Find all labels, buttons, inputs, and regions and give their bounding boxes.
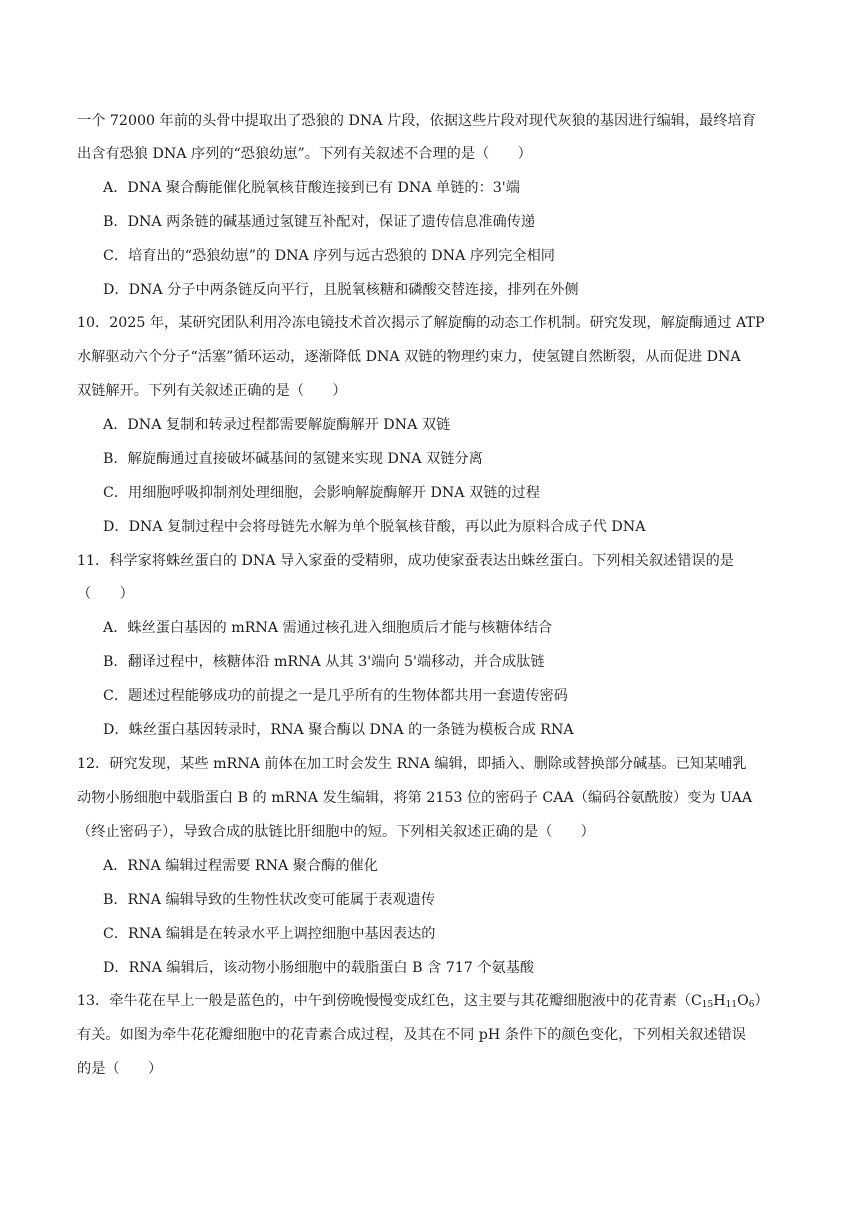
- q13-stem-close-paren: ）: [754, 993, 769, 1009]
- q10-option-a: A．DNA 复制和转录过程都需要解旋酶解开 DNA 双链: [103, 417, 451, 433]
- q13-stem-line-2: 有关。如图为牵牛花花瓣细胞中的花青素合成过程，及其在不同 pH 条件下的颜色变化，下列相关叙述错误: [77, 1027, 746, 1043]
- q13-stem-text: 13．牵牛花在早上一般是蓝色的，中午到傍晚慢慢变成红色，这主要与其花瓣细胞液中的花青素（: [77, 993, 691, 1009]
- formula-carbon-count: 15: [701, 1000, 714, 1010]
- q11-option-d: D．蛛丝蛋白基因转录时，RNA 聚合酶以 DNA 的一条链为模板合成 RNA: [103, 722, 574, 738]
- q9-stem-line-1: 一个 72000 年前的头骨中提取出了恐狼的 DNA 片段，依据这些片段对现代灰狼的基因进行编辑，最终培育: [77, 113, 756, 129]
- anthocyanin-formula: [691, 993, 755, 1009]
- q11-stem-line-2: （ ）: [77, 586, 134, 602]
- formula-carbon: C: [690, 993, 702, 1009]
- formula-hydrogen-count: 11: [725, 1000, 738, 1010]
- q9-option-c: C．培育出的“恐狼幼崽”的 DNA 序列与远古恐狼的 DNA 序列完全相同: [103, 248, 555, 264]
- q11-option-a: A．蛛丝蛋白基因的 mRNA 需通过核孔进入细胞质后才能与核糖体结合: [103, 620, 553, 636]
- q9-option-a: A．DNA 聚合酶能催化脱氧核苷酸连接到已有 DNA 单链的：3'端: [103, 180, 520, 196]
- q13-stem-line-3: 的是（ ）: [77, 1061, 163, 1077]
- q11-option-b: B．翻译过程中，核糖体沿 mRNA 从其 3'端向 5'端移动，并合成肽链: [103, 654, 545, 670]
- q12-stem-line-1: 12．研究发现，某些 mRNA 前体在加工时会发生 RNA 编辑，即插入、删除或替换部分碱基。已知某哺乳: [77, 756, 747, 772]
- q10-option-d: D．DNA 复制过程中会将母链先水解为单个脱氧核苷酸，再以此为原料合成子代 DNA: [103, 519, 646, 535]
- q12-option-b: B．RNA 编辑导致的生物性状改变可能属于表观遗传: [103, 892, 436, 908]
- q10-option-c: C．用细胞呼吸抑制剂处理细胞，会影响解旋酶解开 DNA 双链的过程: [103, 485, 540, 501]
- q10-stem-line-2: 水解驱动六个分子“活塞”循环运动，逐渐降低 DNA 双链的物理约束力，使氢键自然断裂，从而促进 DNA: [77, 349, 741, 365]
- q12-option-d: D．RNA 编辑后，该动物小肠细胞中的载脂蛋白 B 含 717 个氨基酸: [103, 960, 535, 976]
- formula-hydrogen: H: [713, 993, 726, 1009]
- q9-option-b: B．DNA 两条链的碱基通过氢键互补配对，保证了遗传信息准确传递: [103, 214, 536, 230]
- q10-option-b: B．解旋酶通过直接破坏碱基间的氢键来实现 DNA 双链分离: [103, 451, 483, 467]
- formula-oxygen: O: [737, 993, 749, 1009]
- q12-option-a: A．RNA 编辑过程需要 RNA 聚合酶的催化: [103, 858, 378, 874]
- q11-option-c: C．题述过程能够成功的前提之一是几乎所有的生物体都共用一套遗传密码: [103, 688, 568, 704]
- q9-option-d: D．DNA 分子中两条链反向平行，且脱氧核糖和磷酸交替连接，排列在外侧: [103, 282, 579, 298]
- q11-stem-line-1: 11．科学家将蛛丝蛋白的 DNA 导入家蚕的受精卵，成功使家蚕表达出蛛丝蛋白。下列相关叙述错误的是: [77, 553, 734, 569]
- q12-option-c: C．RNA 编辑是在转录水平上调控细胞中基因表达的: [103, 926, 436, 942]
- q9-stem-line-2: 出含有恐狼 DNA 序列的“恐狼幼崽”。下列有关叙述不合理的是（ ）: [77, 146, 532, 162]
- q10-stem-line-1: 10．2025 年，某研究团队利用冷冻电镜技术首次揭示了解旋酶的动态工作机制。研究发现，解旋酶通过 ATP: [77, 315, 765, 331]
- q10-stem-line-3: 双链解开。下列有关叙述正确的是（ ）: [77, 383, 347, 399]
- q13-stem-line-1: [77, 991, 769, 1015]
- q12-stem-line-2: 动物小肠细胞中载脂蛋白 B 的 mRNA 发生编辑，将第 2153 位的密码子 CAA（编码谷氨酰胺）变为 UAA: [77, 790, 753, 806]
- q12-stem-line-3: （终止密码子），导致合成的肽链比肝细胞中的短。下列相关叙述正确的是（ ）: [77, 824, 595, 840]
- formula-oxygen-count: 6: [748, 1000, 755, 1010]
